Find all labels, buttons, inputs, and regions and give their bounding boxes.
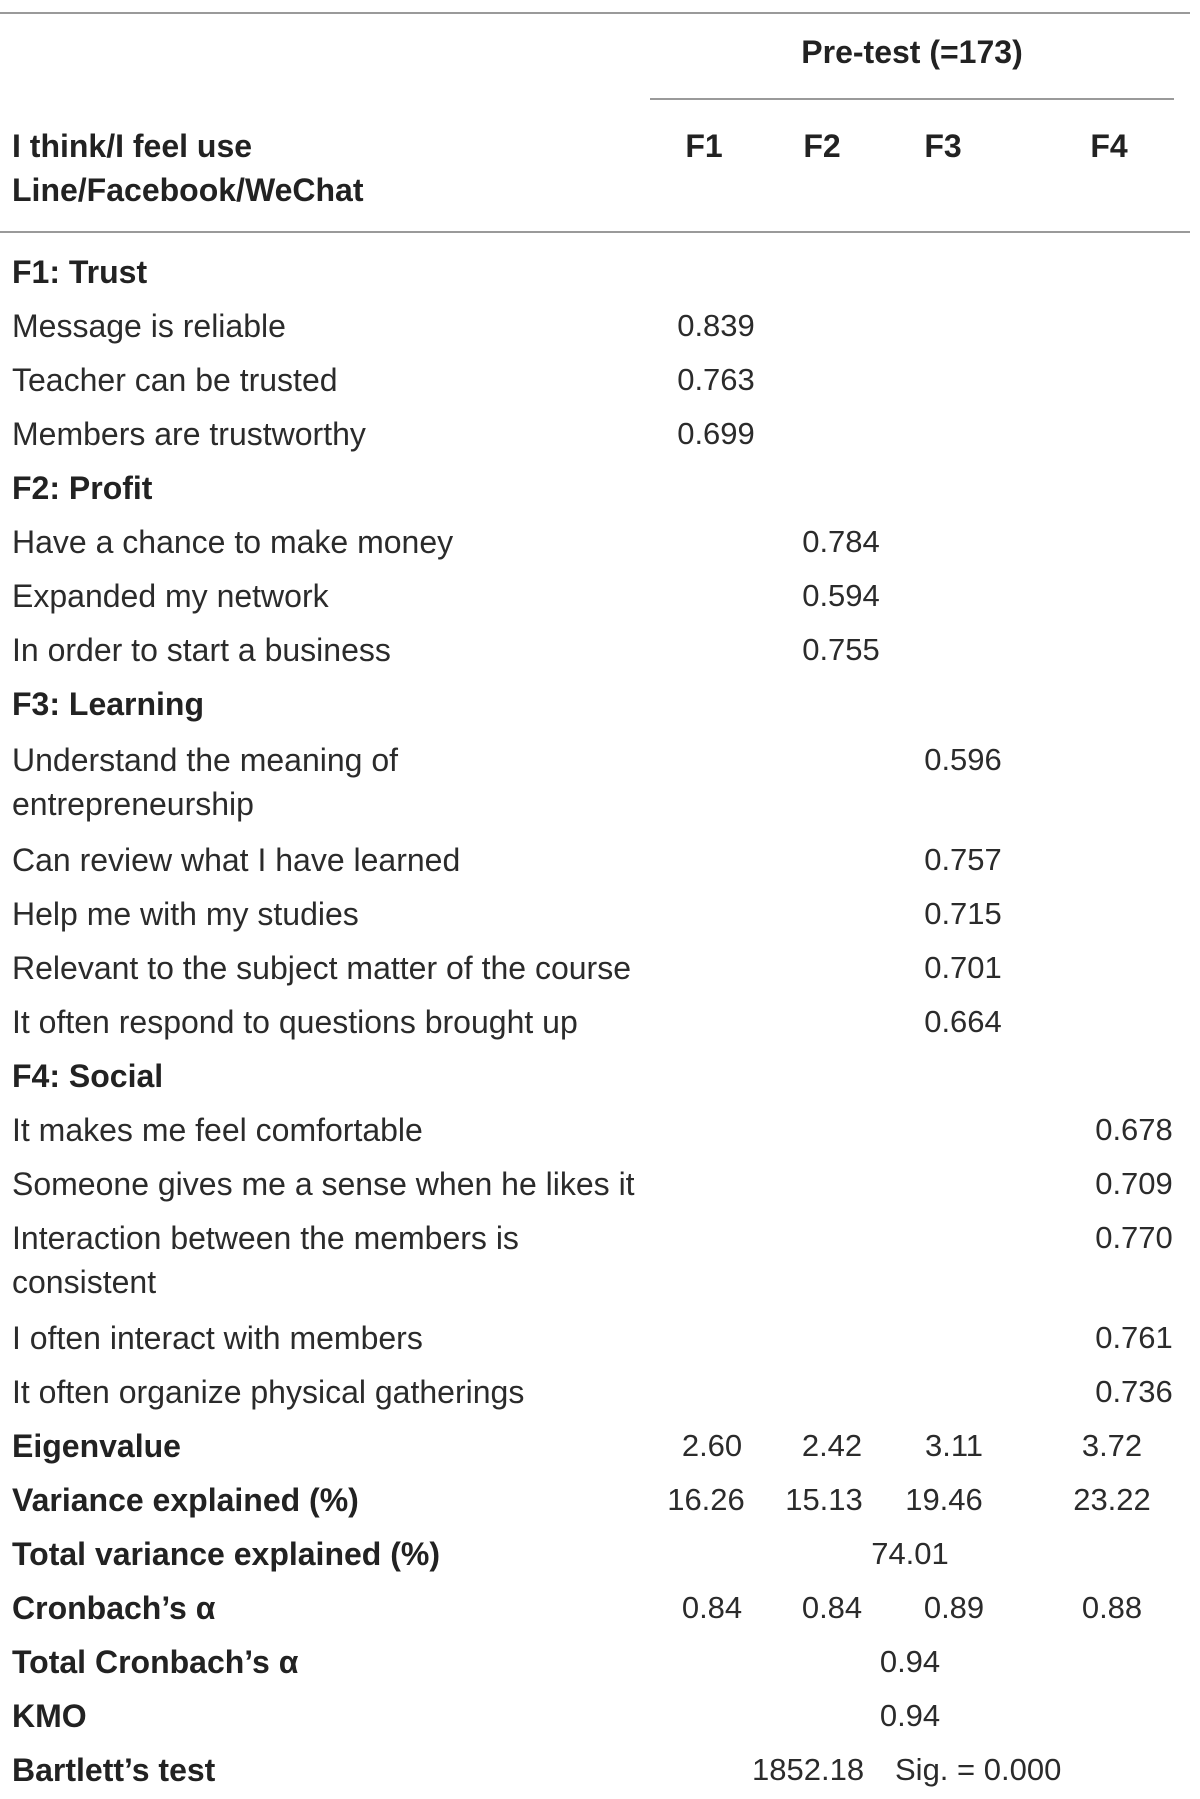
variance-f2: 15.13 — [785, 1482, 863, 1517]
total-cronbach-label: Total Cronbach’s α — [12, 1644, 299, 1680]
item-label-line1: Understand the meaning of — [12, 742, 399, 778]
cronbach-label: Cronbach’s α — [12, 1590, 216, 1626]
section-title-f1: F1: Trust — [12, 254, 148, 290]
total-variance-value: 74.01 — [871, 1536, 949, 1571]
bartlett-label: Bartlett’s test — [12, 1752, 216, 1788]
item-label: Teacher can be trusted — [12, 362, 338, 398]
loading-value: 0.755 — [802, 632, 880, 667]
item-label: Have a chance to make money — [12, 524, 454, 560]
item-label: Message is reliable — [12, 308, 286, 344]
header-bottom-rule — [0, 231, 1190, 233]
item-label: It often respond to questions brought up — [12, 1004, 578, 1040]
item-label-line2: entrepreneurship — [12, 786, 254, 822]
variance-f3: 19.46 — [905, 1482, 983, 1517]
variance-label: Variance explained (%) — [12, 1482, 359, 1518]
variance-f1: 16.26 — [667, 1482, 745, 1517]
row-label-header-line2: Line/Facebook/WeChat — [12, 172, 364, 208]
loading-value: 0.784 — [802, 524, 880, 559]
loading-value: 0.763 — [677, 362, 755, 397]
loading-value: 0.770 — [1095, 1220, 1173, 1255]
eigenvalue-f3: 3.11 — [924, 1428, 984, 1463]
section-title-f2: F2: Profit — [12, 470, 153, 506]
item-label: I often interact with members — [12, 1320, 423, 1356]
item-label: Help me with my studies — [12, 896, 359, 932]
loading-value: 0.594 — [802, 578, 880, 613]
loading-value: 0.736 — [1095, 1374, 1173, 1409]
item-label: Can review what I have learned — [12, 842, 461, 878]
eigenvalue-f2: 2.42 — [801, 1428, 863, 1463]
eigenvalue-f4: 3.72 — [1081, 1428, 1143, 1463]
eigenvalue-label: Eigenvalue — [12, 1428, 181, 1464]
item-label: It often organize physical gatherings — [12, 1374, 525, 1410]
group-header-rule — [650, 98, 1174, 100]
loading-value: 0.664 — [924, 1004, 1002, 1039]
item-label: Expanded my network — [12, 578, 329, 614]
item-label: Members are trustworthy — [12, 416, 366, 452]
item-label: It makes me feel comfortable — [12, 1112, 423, 1148]
loading-value: 0.678 — [1095, 1112, 1173, 1147]
item-label-line2: consistent — [12, 1264, 157, 1300]
total-variance-label: Total variance explained (%) — [12, 1536, 440, 1572]
row-label-header-line1: I think/I feel use — [12, 128, 253, 164]
loading-value: 0.761 — [1095, 1320, 1173, 1355]
bartlett-value: 1852.18 — [752, 1752, 865, 1787]
loading-value: 0.701 — [924, 950, 1002, 985]
section-title-f3: F3: Learning — [12, 686, 205, 722]
loading-value: 0.596 — [924, 742, 1002, 777]
eigenvalue-f1: 2.60 — [681, 1428, 743, 1463]
item-label: In order to start a business — [12, 632, 391, 668]
total-cronbach-value: 0.94 — [879, 1644, 941, 1679]
variance-f4: 23.22 — [1073, 1482, 1151, 1517]
cronbach-f1: 0.84 — [681, 1590, 743, 1625]
item-label: Someone gives me a sense when he likes it — [12, 1166, 635, 1202]
item-label-line1: Interaction between the members is — [12, 1220, 519, 1256]
loading-value: 0.757 — [924, 842, 1002, 877]
bartlett-sig: Sig. = 0.000 — [895, 1752, 1062, 1787]
cronbach-f3: 0.89 — [923, 1590, 985, 1625]
group-header: Pre-test (=173) — [801, 34, 1023, 70]
column-header-f3: F3 — [924, 128, 962, 164]
loading-value: 0.709 — [1095, 1166, 1173, 1201]
kmo-label: KMO — [12, 1698, 87, 1734]
column-header-f2: F2 — [803, 128, 841, 164]
kmo-value: 0.94 — [879, 1698, 941, 1733]
loading-value: 0.839 — [677, 308, 755, 343]
cronbach-f4: 0.88 — [1081, 1590, 1143, 1625]
column-header-f1: F1 — [685, 128, 723, 164]
table-top-rule — [0, 12, 1190, 14]
section-title-f4: F4: Social — [12, 1058, 164, 1094]
item-label: Relevant to the subject matter of the course — [12, 950, 631, 986]
loading-value: 0.715 — [924, 896, 1002, 931]
column-header-f4: F4 — [1090, 128, 1128, 164]
loading-value: 0.699 — [677, 416, 755, 451]
cronbach-f2: 0.84 — [801, 1590, 863, 1625]
